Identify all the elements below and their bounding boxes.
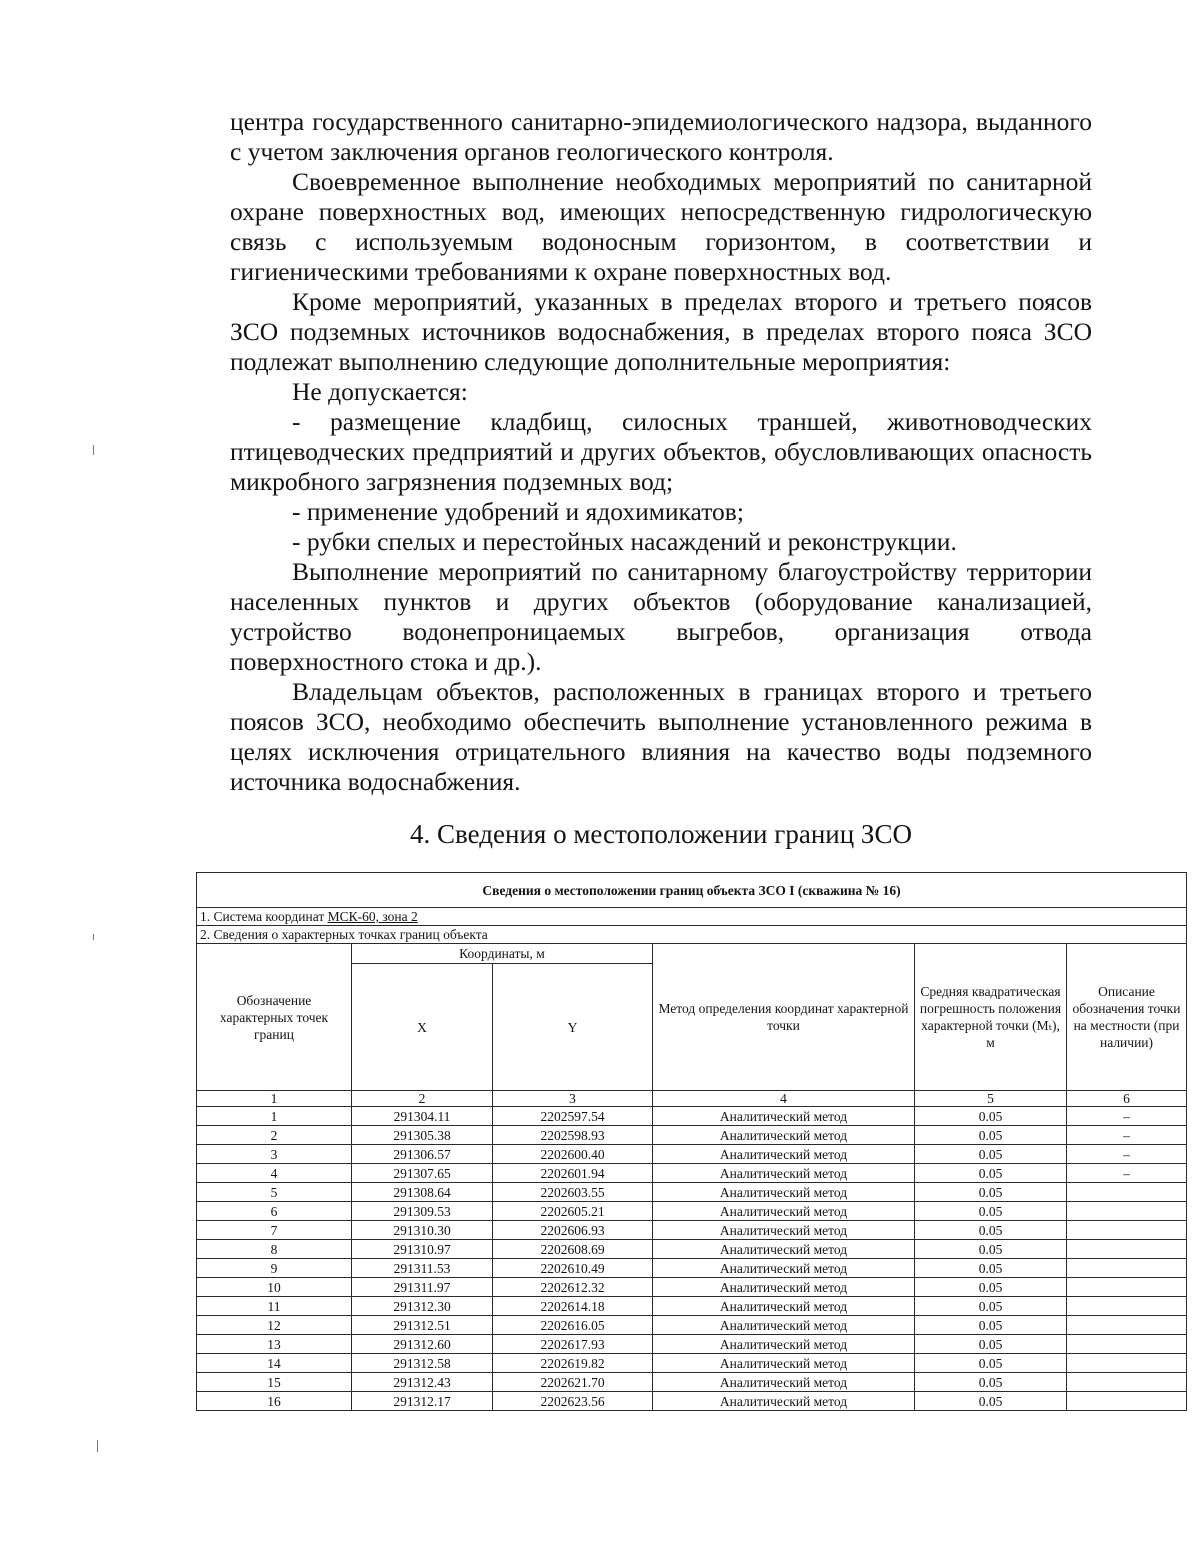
header-x: X	[352, 964, 493, 1091]
paragraph: - размещение кладбищ, силосных траншей, животноводческих птицеводческих предприятий и других объектов, обусловливающих опасность микробного загрязнения подземных вод;	[230, 407, 1092, 496]
column-number: 2	[352, 1091, 493, 1107]
point-number-cell: 2	[197, 1126, 352, 1145]
table-row	[197, 1392, 1187, 1411]
table-row	[197, 1297, 1187, 1316]
table-row	[197, 1183, 1187, 1202]
method-cell: Аналитический метод	[653, 1297, 915, 1316]
method-cell: Аналитический метод	[653, 1221, 915, 1240]
method-cell: Аналитический метод	[653, 1240, 915, 1259]
method-cell: Аналитический метод	[653, 1316, 915, 1335]
table-row	[197, 1373, 1187, 1392]
scan-edge-mark	[93, 934, 94, 940]
point-number-cell: 7	[197, 1221, 352, 1240]
coord-y-cell: 2202597.54	[493, 1107, 653, 1126]
table-row	[197, 1335, 1187, 1354]
scan-edge-mark	[93, 445, 94, 455]
accuracy-cell: 0.05	[915, 1259, 1067, 1278]
points-section-label: 2. Сведения о характерных точках границ объекта	[197, 926, 1187, 944]
method-cell: Аналитический метод	[653, 1354, 915, 1373]
accuracy-cell: 0.05	[915, 1297, 1067, 1316]
coord-y-cell: 2202600.40	[493, 1145, 653, 1164]
accuracy-cell: 0.05	[915, 1145, 1067, 1164]
coord-x-cell: 291309.53	[352, 1202, 493, 1221]
description-cell	[1067, 1354, 1187, 1373]
table-row	[197, 1278, 1187, 1297]
column-number: 3	[493, 1091, 653, 1107]
accuracy-cell: 0.05	[915, 1240, 1067, 1259]
accuracy-cell: 0.05	[915, 1107, 1067, 1126]
point-number-cell: 12	[197, 1316, 352, 1335]
point-number-cell: 10	[197, 1278, 352, 1297]
coord-x-cell: 291308.64	[352, 1183, 493, 1202]
coord-y-cell: 2202603.55	[493, 1183, 653, 1202]
description-cell	[1067, 1278, 1187, 1297]
header-accuracy: Средняя квадратическая погрешность положения характерной точки (Mₜ), м	[915, 944, 1067, 1091]
point-number-cell: 14	[197, 1354, 352, 1373]
coord-x-cell: 291311.53	[352, 1259, 493, 1278]
paragraph: Кроме мероприятий, указанных в пределах второго и третьего поясов ЗСО подземных источников водоснабжения, в пределах второго пояса ЗСО подлежат выполнению следующие дополнительные мероприятия:	[230, 287, 1092, 376]
coord-x-cell: 291312.30	[352, 1297, 493, 1316]
paragraph: центра государственного санитарно-эпидемиологического надзора, выданного с учетом заключения органов геологического контроля.	[230, 107, 1092, 166]
column-number: 5	[915, 1091, 1067, 1107]
accuracy-cell: 0.05	[915, 1183, 1067, 1202]
point-number-cell: 5	[197, 1183, 352, 1202]
coord-x-cell: 291306.57	[352, 1145, 493, 1164]
method-cell: Аналитический метод	[653, 1107, 915, 1126]
description-cell: –	[1067, 1164, 1187, 1183]
table-row	[197, 1107, 1187, 1126]
description-cell	[1067, 1373, 1187, 1392]
paragraph: Не допускается:	[292, 377, 468, 406]
table-row	[197, 1145, 1187, 1164]
point-number-cell: 3	[197, 1145, 352, 1164]
coord-x-cell: 291312.60	[352, 1335, 493, 1354]
coord-y-cell: 2202614.18	[493, 1297, 653, 1316]
coord-x-cell: 291312.51	[352, 1316, 493, 1335]
table-row	[197, 1259, 1187, 1278]
accuracy-cell: 0.05	[915, 1316, 1067, 1335]
coord-x-cell: 291307.65	[352, 1164, 493, 1183]
description-cell: –	[1067, 1107, 1187, 1126]
accuracy-cell: 0.05	[915, 1354, 1067, 1373]
point-number-cell: 13	[197, 1335, 352, 1354]
header-description: Описание обозначения точки на местности (при наличии)	[1067, 944, 1187, 1091]
point-number-cell: 1	[197, 1107, 352, 1126]
header-method: Метод определения координат характерной точки	[653, 944, 915, 1091]
coord-y-cell: 2202608.69	[493, 1240, 653, 1259]
description-cell	[1067, 1202, 1187, 1221]
column-number: 1	[197, 1091, 352, 1107]
zso-boundary-table	[196, 872, 1181, 1442]
point-number-cell: 16	[197, 1392, 352, 1411]
scan-edge-mark	[97, 1440, 98, 1452]
paragraph: - рубки спелых и перестойных насаждений и реконструкции.	[292, 527, 957, 556]
body-text	[230, 107, 1092, 797]
accuracy-cell: 0.05	[915, 1126, 1067, 1145]
method-cell: Аналитический метод	[653, 1373, 915, 1392]
coord-y-cell: 2202612.32	[493, 1278, 653, 1297]
coord-y-cell: 2202623.56	[493, 1392, 653, 1411]
coord-x-cell: 291312.43	[352, 1373, 493, 1392]
point-number-cell: 9	[197, 1259, 352, 1278]
coordinate-system-row	[197, 908, 1187, 926]
coordinate-system-value: МСК-60, зона 2	[327, 909, 418, 924]
table-row	[197, 1221, 1187, 1240]
accuracy-cell: 0.05	[915, 1392, 1067, 1411]
coord-x-cell: 291312.17	[352, 1392, 493, 1411]
description-cell	[1067, 1221, 1187, 1240]
coord-y-cell: 2202601.94	[493, 1164, 653, 1183]
coord-x-cell: 291305.38	[352, 1126, 493, 1145]
coord-x-cell: 291310.30	[352, 1221, 493, 1240]
accuracy-cell: 0.05	[915, 1202, 1067, 1221]
description-cell	[1067, 1240, 1187, 1259]
coord-x-cell: 291311.97	[352, 1278, 493, 1297]
method-cell: Аналитический метод	[653, 1259, 915, 1278]
description-cell	[1067, 1392, 1187, 1411]
table-row	[197, 1126, 1187, 1145]
header-y: Y	[493, 964, 653, 1091]
coord-y-cell: 2202621.70	[493, 1373, 653, 1392]
coordinate-system-label: 1. Система координат	[200, 909, 328, 924]
column-number: 4	[653, 1091, 915, 1107]
coord-y-cell: 2202598.93	[493, 1126, 653, 1145]
coord-y-cell: 2202617.93	[493, 1335, 653, 1354]
method-cell: Аналитический метод	[653, 1145, 915, 1164]
paragraph: - применение удобрений и ядохимикатов;	[292, 497, 744, 526]
paragraph: Своевременное выполнение необходимых мероприятий по санитарной охране поверхностных вод, имеющих непосредственную гидрологическую связь с используемым водоносным горизонтом, в соответствии и гигиеническими требованиями к охране поверхностных вод.	[230, 167, 1092, 286]
method-cell: Аналитический метод	[653, 1164, 915, 1183]
description-cell	[1067, 1183, 1187, 1202]
description-cell	[1067, 1259, 1187, 1278]
coord-y-cell: 2202619.82	[493, 1354, 653, 1373]
point-number-cell: 6	[197, 1202, 352, 1221]
accuracy-cell: 0.05	[915, 1335, 1067, 1354]
point-number-cell: 15	[197, 1373, 352, 1392]
table-row	[197, 1240, 1187, 1259]
section-title: 4. Сведения о местоположении границ ЗСО	[410, 819, 912, 849]
accuracy-cell: 0.05	[915, 1278, 1067, 1297]
table-row	[197, 1202, 1187, 1221]
coord-y-cell: 2202610.49	[493, 1259, 653, 1278]
accuracy-cell: 0.05	[915, 1164, 1067, 1183]
paragraph: Владельцам объектов, расположенных в границах второго и третьего поясов ЗСО, необходимо обеспечить выполнение установленного режима в целях исключения отрицательного влияния на качество воды подземного источника водоснабжения.	[230, 677, 1092, 796]
method-cell: Аналитический метод	[653, 1392, 915, 1411]
point-number-cell: 8	[197, 1240, 352, 1259]
method-cell: Аналитический метод	[653, 1278, 915, 1297]
boundary-points-table	[196, 872, 1187, 1411]
table-row	[197, 1316, 1187, 1335]
coord-y-cell: 2202616.05	[493, 1316, 653, 1335]
coord-y-cell: 2202606.93	[493, 1221, 653, 1240]
table-title: Сведения о местоположении границ объекта ЗСО I (скважина № 16)	[197, 873, 1187, 908]
method-cell: Аналитический метод	[653, 1202, 915, 1221]
method-cell: Аналитический метод	[653, 1183, 915, 1202]
method-cell: Аналитический метод	[653, 1335, 915, 1354]
method-cell: Аналитический метод	[653, 1126, 915, 1145]
description-cell	[1067, 1316, 1187, 1335]
description-cell	[1067, 1335, 1187, 1354]
point-number-cell: 11	[197, 1297, 352, 1316]
paragraph: Выполнение мероприятий по санитарному благоустройству территории населенных пунктов и других объектов (оборудование канализацией, устройство водонепроницаемых выгребов, организация отвода поверхностного стока и др.).	[230, 557, 1092, 676]
accuracy-cell: 0.05	[915, 1221, 1067, 1240]
coord-x-cell: 291310.97	[352, 1240, 493, 1259]
description-cell: –	[1067, 1145, 1187, 1164]
point-number-cell: 4	[197, 1164, 352, 1183]
coord-x-cell: 291312.58	[352, 1354, 493, 1373]
accuracy-cell: 0.05	[915, 1373, 1067, 1392]
header-designation: Обозначение характерных точек границ	[197, 944, 352, 1091]
coord-y-cell: 2202605.21	[493, 1202, 653, 1221]
description-cell: –	[1067, 1126, 1187, 1145]
table-row	[197, 1164, 1187, 1183]
coord-x-cell: 291304.11	[352, 1107, 493, 1126]
description-cell	[1067, 1297, 1187, 1316]
header-coordinates: Координаты, м	[352, 944, 653, 964]
table-row	[197, 1354, 1187, 1373]
column-number: 6	[1067, 1091, 1187, 1107]
